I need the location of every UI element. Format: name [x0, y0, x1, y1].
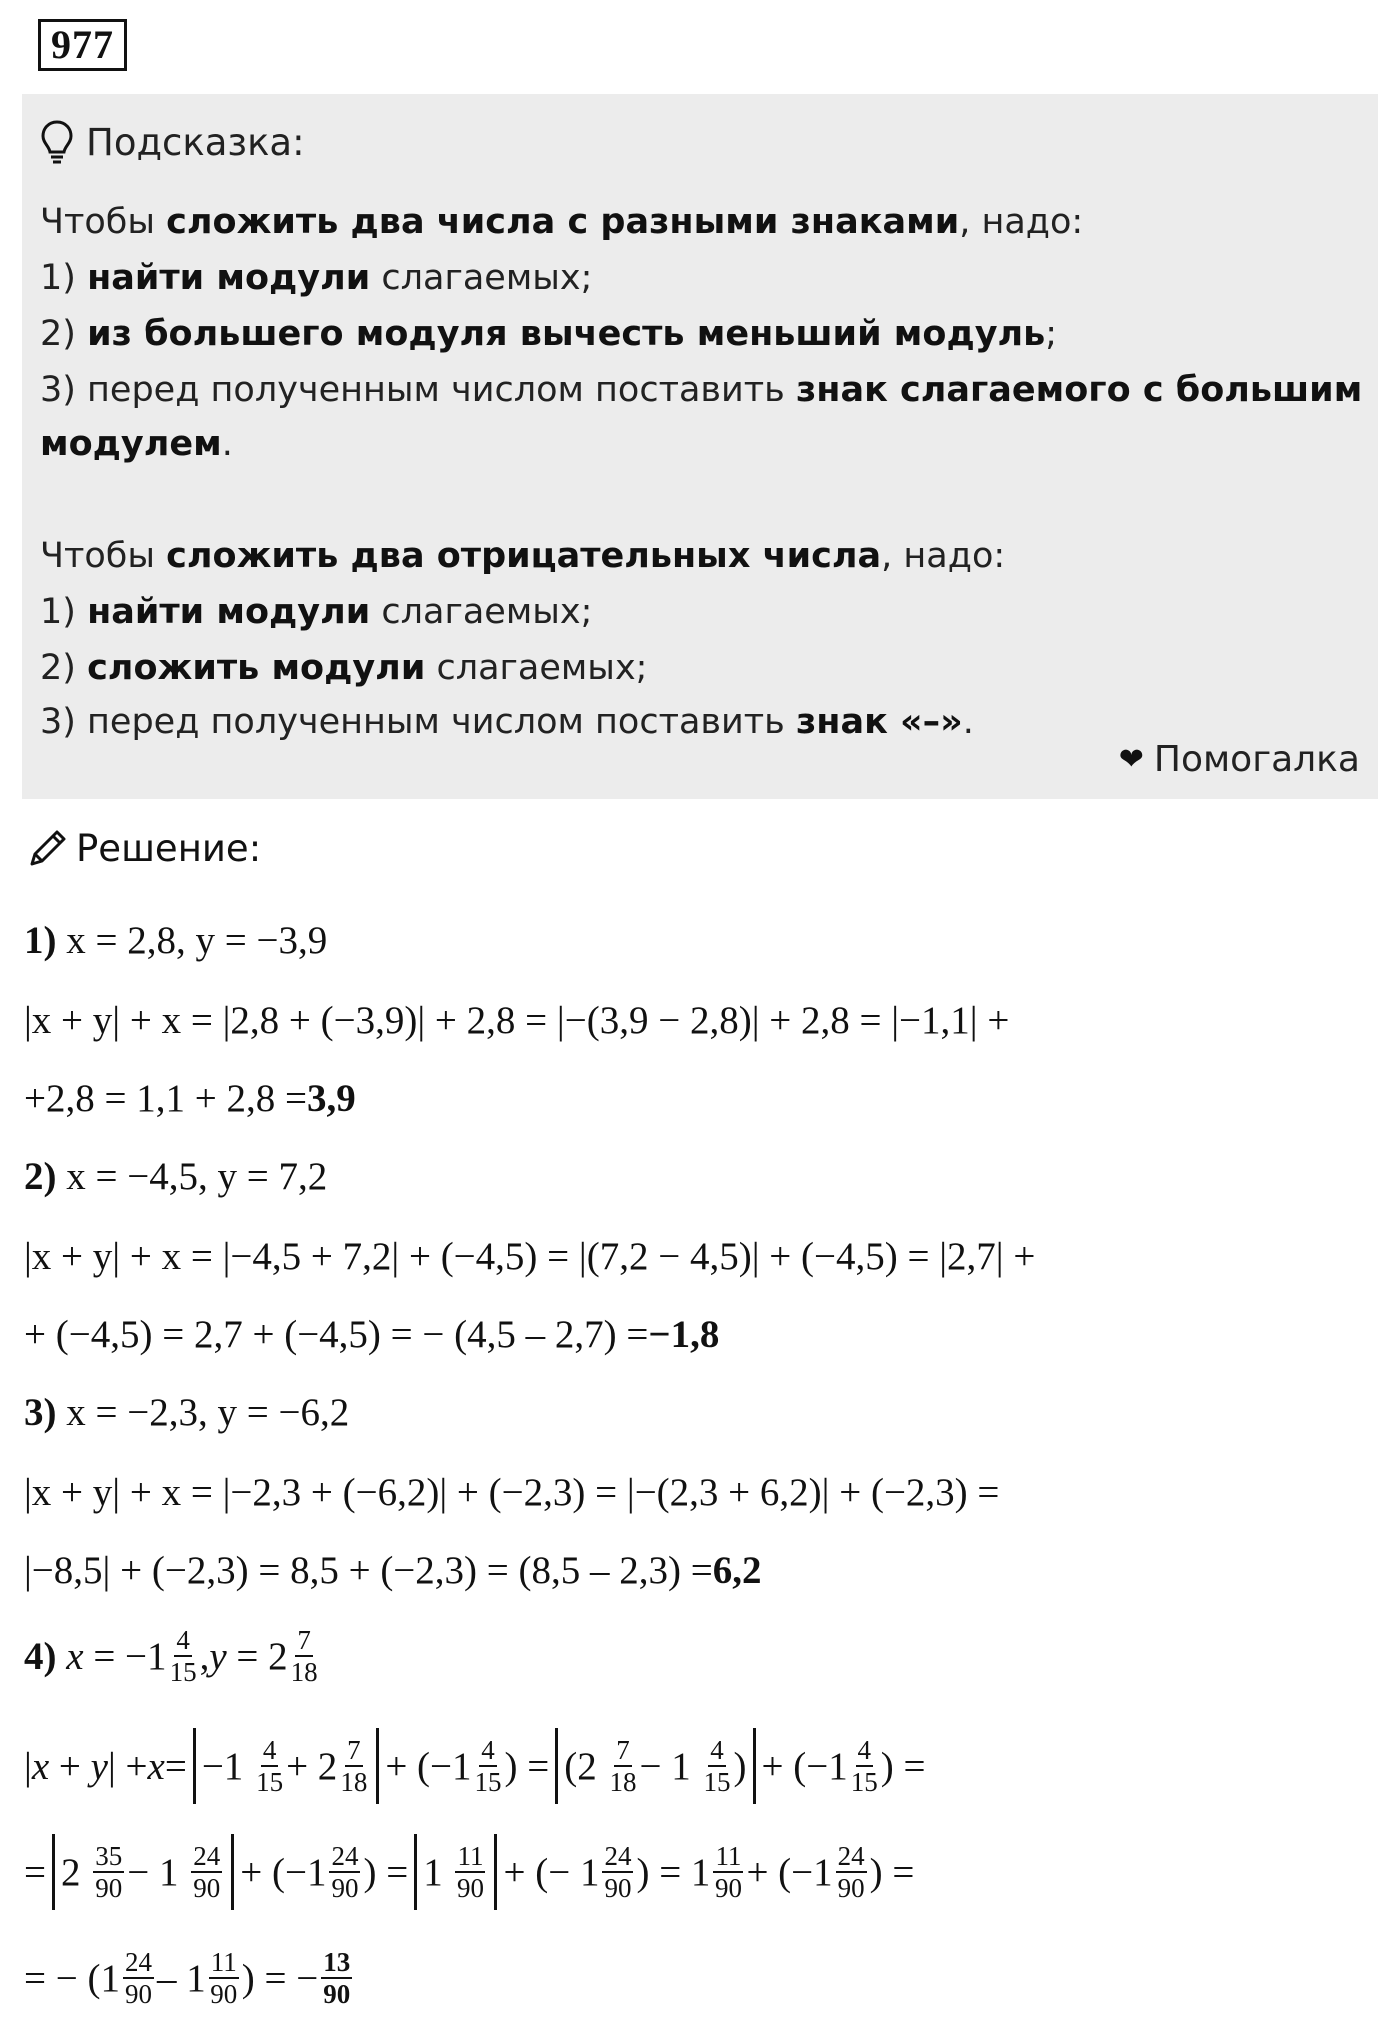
hint-line [40, 528, 1360, 584]
part-3-line-1: |x + y| + x = |−2,3 + (−6,2)| + (−2,3) = |−(2,3 + 6,2)| + (−2,3) = [24, 1470, 1000, 1514]
part-4-line-2: = 2 $\frac{35}{90}$ − 1 $\frac{24}{90}$ + (−1 $\frac{24}{90}$ ) = 1 $\frac{11}{90}$ + (− 1 $\frac{24}{90}$ ) = 1 $\frac{11}{90}$ + (−1 $\frac{24}{90}$ ) = [24, 1832, 914, 1912]
hint-line [40, 640, 1360, 696]
hint-emphasis: знак «–» [795, 702, 963, 742]
hint-text: 2) [40, 314, 88, 354]
brand [1119, 739, 1360, 780]
task-number: 977 [38, 19, 127, 71]
hint-text: 2) [40, 648, 88, 688]
brand-label: Помогалка [1153, 739, 1360, 780]
part-2-cond: x = −4,5, y = 7,2 [66, 1154, 328, 1198]
hint-text: , надо: [959, 202, 1084, 242]
hint-text: Чтобы [40, 202, 167, 242]
heart-icon: ❤ [1118, 742, 1144, 777]
hint-text: 1) [40, 592, 88, 632]
hint-emphasis: найти модули [87, 258, 371, 298]
part-1-line-2 [24, 1058, 356, 1138]
hint-text: . [221, 424, 233, 464]
part-4-label: 4) [24, 1634, 57, 1678]
hint-text: слагаемых; [425, 648, 648, 688]
part-3-cond: x = −2,3, y = −6,2 [66, 1390, 350, 1434]
solution-header [26, 826, 261, 870]
part-1-expr: +2,8 = 1,1 + 2,8 = [24, 1076, 307, 1120]
part-2-condition [24, 1136, 327, 1216]
part-1-cond: x = 2,8, y = −3,9 [66, 918, 328, 962]
hint-line [40, 250, 1360, 306]
hint-emphasis: из большего модуля вычесть меньший модуль [87, 314, 1046, 354]
hint-emphasis: сложить два отрицательных числа [166, 536, 882, 576]
hint-line [40, 306, 1360, 362]
hint-emphasis: сложить модули [87, 648, 426, 688]
part-2-expr: + (−4,5) = 2,7 + (−4,5) = − (4,5 – 2,7) = [24, 1312, 649, 1356]
hint-text: ; [1045, 314, 1058, 354]
part-2-label: 2) [24, 1154, 57, 1198]
hint-emphasis: знак слагаемого с большим [795, 370, 1363, 410]
hint-text: , надо: [881, 536, 1006, 576]
part-3-line-2 [24, 1530, 762, 1610]
hint-text: слагаемых; [370, 592, 593, 632]
hint-text: 1) [40, 258, 88, 298]
part-1-condition [24, 900, 327, 980]
part-3-label: 3) [24, 1390, 57, 1434]
hint-box [22, 94, 1378, 799]
hint-text: слагаемых; [370, 258, 593, 298]
part-3-condition [24, 1372, 349, 1452]
part-2-line-2 [24, 1294, 719, 1374]
hint-emphasis: модулем [40, 424, 222, 464]
hint-line [40, 416, 1360, 472]
hint-emphasis: сложить два числа с разными знаками [166, 202, 960, 242]
part-3-expr: |−8,5| + (−2,3) = 8,5 + (−2,3) = (8,5 – 2,3) = [24, 1548, 713, 1592]
solution-title: Решение: [76, 826, 262, 870]
hint-header [40, 112, 305, 172]
part-1-answer: 3,9 [306, 1076, 356, 1120]
hint-title: Подсказка: [86, 120, 305, 164]
hint-text: Чтобы [40, 536, 167, 576]
lightbulb-icon [40, 119, 74, 165]
pencil-icon [26, 826, 70, 870]
hint-line [40, 362, 1363, 418]
part-2-line-1: |x + y| + x = |−4,5 + 7,2| + (−4,5) = |(7,2 − 4,5)| + (−4,5) = |2,7| + [24, 1234, 1036, 1278]
part-4-condition: 4) x = −1 $\frac{4}{15}$ , y = 2 $\frac{7}{18}$ [24, 1625, 318, 1687]
hint-line [40, 584, 1360, 640]
part-4-line-1: | x + y | + x = −1 $\frac{4}{15}$ + 2 $\frac{7}{18}$ + (−1 $\frac{4}{15}$ ) = (2 $\frac{7}{18}$ − 1 $\frac{4}{15}$ ) + (−1 $\frac{4}{15}$ ) = [24, 1726, 926, 1806]
hint-text: 3) перед полученным числом поставить [40, 702, 796, 742]
part-1-label: 1) [24, 918, 57, 962]
part-4-line-3: = − (1 $\frac{24}{90}$ – 1 $\frac{11}{90}$ ) = − $\frac{13}{90}$ [24, 1947, 351, 2009]
part-1-line-1: |x + y| + x = |2,8 + (−3,9)| + 2,8 = |−(3,9 − 2,8)| + 2,8 = |−1,1| + [24, 998, 1010, 1042]
part-2-answer: −1,8 [648, 1312, 720, 1356]
hint-text: 3) перед полученным числом поставить [40, 370, 796, 410]
hint-emphasis: найти модули [87, 592, 371, 632]
part-3-answer: 6,2 [712, 1548, 762, 1592]
hint-line [40, 194, 1360, 250]
hint-text: . [962, 702, 974, 742]
